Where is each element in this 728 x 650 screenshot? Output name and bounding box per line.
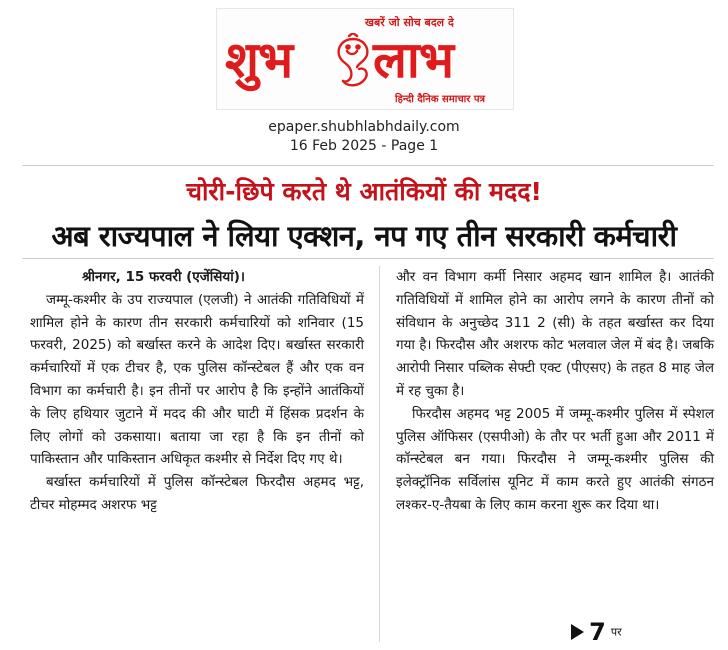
article-column-right <box>396 266 714 517</box>
masthead-subtitle: हिन्दी दैनिक समाचार पत्र <box>395 94 486 105</box>
continued-label: पर <box>610 625 622 639</box>
article-paragraph: बर्खास्त कर्मचारियों में पुलिस कॉन्स्टेबल फिरदौस अहमद भट्ट, टीचर मोहम्मद अशरफ भट्ट <box>30 474 364 513</box>
play-arrow-icon <box>571 624 584 640</box>
continued-marker[interactable] <box>571 618 622 644</box>
edition-date-page: 16 Feb 2025 - Page 1 <box>289 138 439 154</box>
continued-page-number: 7 <box>589 618 606 646</box>
ganesha-icon <box>329 33 377 89</box>
article-headline: अब राज्यपाल ने लिया एक्शन, नप गए तीन सरकारी कर्मचारी <box>51 219 677 253</box>
masthead-logo <box>216 8 514 110</box>
article-paragraph: फिरदौस अहमद भट्ट 2005 में जम्मू-कश्मीर पुलिस में स्पेशल पुलिस ऑफिसर (एसपीओ) के तौर पर भर्ती हुआ और 2011 में कॉन्स्टेबल बन गया। फिरदौस ने जम्मू-कश्मीर पुलिस की इलेक्ट्रॉनिक सर्विलांस यूनिट में काम करते हुए आतंकी संगठन लश्कर-ए-तैयबा के लिए काम करना शुरू कर दिया था। <box>396 405 714 513</box>
article-paragraph: और वन विभाग कर्मी निसार अहमद खान शामिल है। आतंकी गतिविधियों में शामिल होने का आरोप लगने के कारण तीनों को संविधान के अनुच्छेद 311 2 (सी) के तहत बर्खास्त कर दिया गया है। फिरदौस और अशरफ कोट भलवाल जेल में बंद है। जबकि आरोपी निसार पब्लिक सेफ्टी एक्ट (पीएसए) के तहत 8 माह जेल में रह चुका है। <box>396 269 714 399</box>
headline-divider <box>22 258 714 259</box>
column-divider <box>379 266 380 642</box>
masthead-tagline: खबरें जो सोच बदल दे <box>365 16 454 29</box>
article-paragraph: जम्मू-कश्मीर के उप राज्यपाल (एलजी) ने आतंकी गतिविधियों में शामिल होने के कारण तीन सरकारी कर्मचारियों को शनिवार (15 फरवरी, 2025) को बर्खास्त करने के आदेश दिए। बर्खास्त सरकारी कर्मचारियों में एक टीचर है, एक पुलिस कॉन्स्टेबल हैं और एक वन विभाग का कर्मचारी है। इन तीनों पर आरोप है कि इन्होंने आतंकियों के लिए हथियार जुटाने में मदद की और घाटी में हिंसक प्रदर्शन के लिए लोगों को उकसाया। बताया जा रहा है कि इन तीनों को पाकिस्तान और पाकिस्तान अधिकृत कश्मीर से निर्देश दिए गए थे। <box>30 291 364 468</box>
article-kicker: चोरी-छिपे करते थे आतंकियों की मदद! <box>186 177 542 206</box>
masthead-name-right: लाभ <box>373 30 453 89</box>
article-column-left <box>30 266 364 517</box>
edition-url[interactable]: epaper.shubhlabhdaily.com <box>268 119 460 135</box>
top-divider <box>22 165 714 166</box>
article-dateline: श्रीनगर, 15 फरवरी (एजेंसियां)। <box>82 269 246 285</box>
masthead-name-left: शुभ <box>225 30 293 89</box>
